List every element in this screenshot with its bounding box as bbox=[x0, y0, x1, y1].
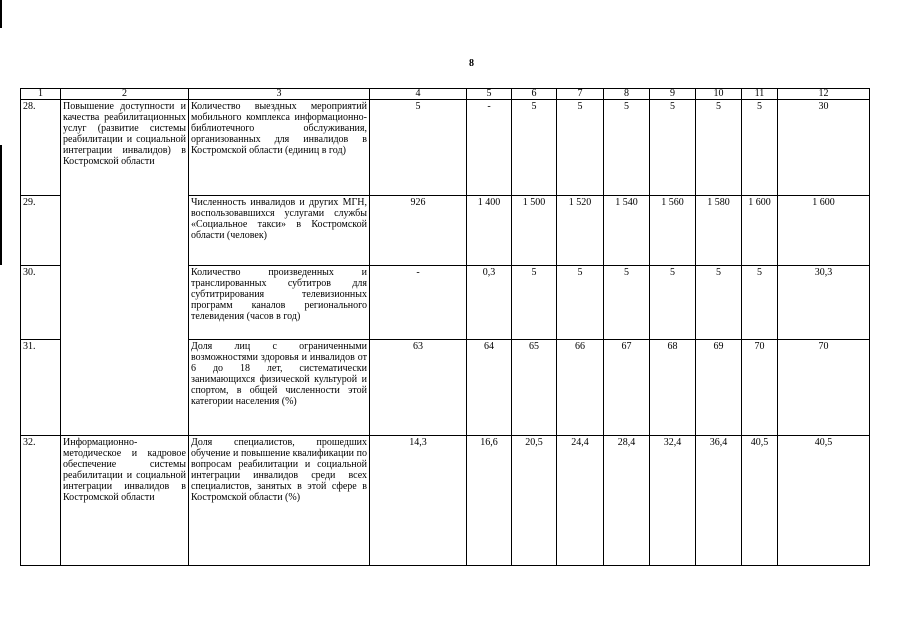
value-cell: - bbox=[467, 100, 512, 196]
scan-edge-left bbox=[0, 145, 2, 265]
table-row bbox=[21, 436, 870, 566]
value-cell: 40,5 bbox=[742, 436, 778, 566]
value-cell: 63 bbox=[370, 340, 467, 436]
value-cell: 68 bbox=[650, 340, 696, 436]
indicator-cell: Количество выездных мероприятий мобильного комплекса информационно-библиотечного обслуживания, организованных для инвалидов в Костромской области (единиц в год) bbox=[189, 100, 370, 196]
value-cell: 16,6 bbox=[467, 436, 512, 566]
header-cell: 10 bbox=[696, 89, 742, 100]
value-cell: 5 bbox=[604, 266, 650, 340]
value-cell: - bbox=[370, 266, 467, 340]
value-cell: 5 bbox=[650, 266, 696, 340]
task-cell: Информационно-методическое и кадровое обеспечение системы реабилитации и социальной интеграции инвалидов в Костромской области bbox=[61, 436, 189, 566]
value-cell: 1 600 bbox=[778, 196, 870, 266]
row-number: 28. bbox=[21, 100, 61, 196]
header-cell: 1 bbox=[21, 89, 61, 100]
value-cell: 5 bbox=[696, 266, 742, 340]
value-cell: 5 bbox=[650, 100, 696, 196]
page-number: 8 bbox=[469, 58, 474, 69]
indicator-cell: Доля лиц с ограниченными возможностями здоровья и инвалидов от 6 до 18 лет, систематически занимающихся физической культурой и спортом, в общей численности этой категории населения (%) bbox=[189, 340, 370, 436]
value-cell: 5 bbox=[742, 266, 778, 340]
value-cell: 20,5 bbox=[512, 436, 557, 566]
header-cell: 4 bbox=[370, 89, 467, 100]
header-cell: 5 bbox=[467, 89, 512, 100]
header-cell: 6 bbox=[512, 89, 557, 100]
scan-edge-top bbox=[0, 0, 2, 28]
header-cell: 8 bbox=[604, 89, 650, 100]
value-cell: 67 bbox=[604, 340, 650, 436]
value-cell: 5 bbox=[696, 100, 742, 196]
value-cell: 28,4 bbox=[604, 436, 650, 566]
value-cell: 1 600 bbox=[742, 196, 778, 266]
header-cell: 11 bbox=[742, 89, 778, 100]
value-cell: 5 bbox=[742, 100, 778, 196]
indicator-cell: Количество произведенных и транслированных субтитров для субтитрирования телевизионных программ каналов регионального телевидения (часов в год) bbox=[189, 266, 370, 340]
row-number: 29. bbox=[21, 196, 61, 266]
value-cell: 5 bbox=[604, 100, 650, 196]
header-cell: 7 bbox=[557, 89, 604, 100]
value-cell: 1 500 bbox=[512, 196, 557, 266]
value-cell: 5 bbox=[512, 266, 557, 340]
value-cell: 5 bbox=[557, 266, 604, 340]
row-number: 32. bbox=[21, 436, 61, 566]
column-number-row bbox=[21, 89, 870, 100]
value-cell: 14,3 bbox=[370, 436, 467, 566]
value-cell: 926 bbox=[370, 196, 467, 266]
header-cell: 2 bbox=[61, 89, 189, 100]
indicators-table bbox=[20, 88, 870, 566]
value-cell: 1 540 bbox=[604, 196, 650, 266]
value-cell: 36,4 bbox=[696, 436, 742, 566]
value-cell: 0,3 bbox=[467, 266, 512, 340]
table-row bbox=[21, 100, 870, 196]
value-cell: 66 bbox=[557, 340, 604, 436]
value-cell: 64 bbox=[467, 340, 512, 436]
header-cell: 12 bbox=[778, 89, 870, 100]
value-cell: 65 bbox=[512, 340, 557, 436]
indicator-cell: Доля специалистов, прошедших обучение и повышение квалификации по вопросам реабилитации и социальной интеграции инвалидов среди всех специалистов, занятых в этой сфере в Костромской области (%) bbox=[189, 436, 370, 566]
header-cell: 9 bbox=[650, 89, 696, 100]
header-cell: 3 bbox=[189, 89, 370, 100]
value-cell: 1 580 bbox=[696, 196, 742, 266]
value-cell: 1 520 bbox=[557, 196, 604, 266]
row-number: 31. bbox=[21, 340, 61, 436]
value-cell: 24,4 bbox=[557, 436, 604, 566]
row-number: 30. bbox=[21, 266, 61, 340]
indicator-cell: Численность инвалидов и других МГН, воспользовавшихся услугами службы «Социальное такси» в Костромской области (человек) bbox=[189, 196, 370, 266]
value-cell: 69 bbox=[696, 340, 742, 436]
value-cell: 32,4 bbox=[650, 436, 696, 566]
value-cell: 1 400 bbox=[467, 196, 512, 266]
value-cell: 1 560 bbox=[650, 196, 696, 266]
value-cell: 5 bbox=[370, 100, 467, 196]
value-cell: 70 bbox=[742, 340, 778, 436]
task-cell: Повышение доступности и качества реабилитационных услуг (развитие системы реабилитации и социальной интеграции инвалидов) в Костромской области bbox=[61, 100, 189, 436]
value-cell: 40,5 bbox=[778, 436, 870, 566]
value-cell: 30 bbox=[778, 100, 870, 196]
value-cell: 30,3 bbox=[778, 266, 870, 340]
value-cell: 5 bbox=[557, 100, 604, 196]
value-cell: 5 bbox=[512, 100, 557, 196]
value-cell: 70 bbox=[778, 340, 870, 436]
